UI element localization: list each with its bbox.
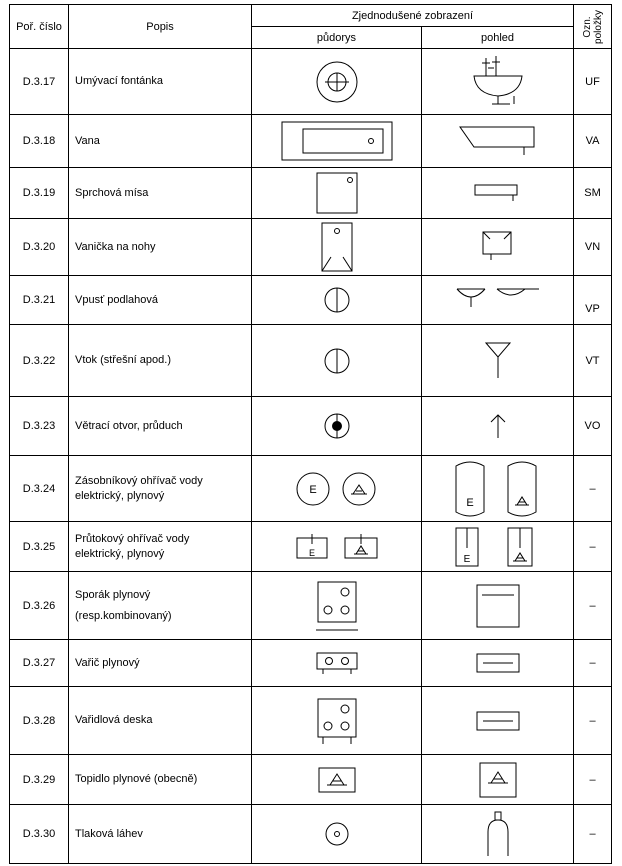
row-description-line: Vařič plynový	[75, 656, 140, 669]
row-description	[69, 522, 252, 572]
gas-stove-plan-icon	[252, 572, 422, 640]
vent-opening-plan-icon	[252, 397, 422, 456]
row-description	[69, 687, 252, 755]
flow-heater-view-icon	[422, 522, 574, 572]
row-description-line: Vpusť podlahová	[75, 293, 159, 306]
table-row	[10, 572, 612, 640]
row-mark: –	[574, 522, 612, 572]
row-code: D.3.22	[10, 325, 69, 397]
gas-stove-view-icon	[422, 572, 574, 640]
row-description	[69, 755, 252, 805]
pressure-bottle-view-icon	[422, 805, 574, 864]
row-description	[69, 325, 252, 397]
gas-cooker-view-icon	[422, 640, 574, 687]
table-row	[10, 640, 612, 687]
electric-label: E	[465, 496, 474, 509]
floor-drain-plan-icon	[252, 276, 422, 325]
row-mark: VN	[574, 219, 612, 276]
shower-tray-view-icon	[422, 168, 574, 219]
row-code: D.3.24	[10, 456, 69, 522]
washing-fountain-plan-icon	[252, 49, 422, 115]
row-description	[69, 805, 252, 864]
row-mark: –	[574, 572, 612, 640]
header-mark-line1: Ozn.	[581, 15, 593, 38]
table-row	[10, 687, 612, 755]
bathtub-plan-icon	[252, 115, 422, 168]
vent-opening-view-icon	[422, 397, 574, 456]
row-code: D.3.20	[10, 219, 69, 276]
symbol-table-sheet	[9, 4, 612, 864]
row-description	[69, 219, 252, 276]
electric-label: E	[463, 553, 470, 565]
row-mark: –	[574, 687, 612, 755]
foot-bath-plan-icon	[252, 219, 422, 276]
gas-heater-view-icon	[422, 755, 574, 805]
table-row	[10, 397, 612, 456]
roof-inlet-view-icon	[422, 325, 574, 397]
table-row	[10, 805, 612, 864]
row-description-line: (resp.kombinovaný)	[75, 609, 172, 622]
pressure-bottle-plan-icon	[252, 805, 422, 864]
row-description	[69, 640, 252, 687]
row-description	[69, 572, 252, 640]
row-code: D.3.25	[10, 522, 69, 572]
row-description	[69, 115, 252, 168]
row-code: D.3.18	[10, 115, 69, 168]
row-mark: VT	[574, 325, 612, 397]
flow-heater-plan-icon	[252, 522, 422, 572]
row-mark: –	[574, 805, 612, 864]
row-code: D.3.26	[10, 572, 69, 640]
row-mark: –	[574, 456, 612, 522]
table-row	[10, 49, 612, 115]
hob-plan-icon	[252, 687, 422, 755]
row-description	[69, 49, 252, 115]
row-description-line: Vana	[75, 134, 100, 147]
header-plan: půdorys	[252, 27, 422, 49]
row-mark: –	[574, 640, 612, 687]
row-description-line: Topidlo plynové (obecně)	[75, 773, 198, 785]
row-description-line: Zásobníkový ohřívač vody	[75, 474, 203, 487]
row-mark: SM	[574, 168, 612, 219]
row-description	[69, 168, 252, 219]
hob-view-icon	[422, 687, 574, 755]
row-code: D.3.23	[10, 397, 69, 456]
foot-bath-view-icon	[422, 219, 574, 276]
row-description-line: Vtok (střešní apod.)	[75, 354, 171, 366]
row-description-line: Vanička na nohy	[75, 240, 156, 253]
row-description	[69, 276, 252, 325]
table-row	[10, 522, 612, 572]
storage-heater-view-icon	[422, 456, 574, 522]
header-description: Popis	[69, 5, 252, 49]
row-description	[69, 456, 252, 522]
row-description-line: Vařidlová deska	[75, 714, 153, 726]
header-view: pohled	[422, 27, 574, 49]
storage-heater-plan-icon	[252, 456, 422, 522]
bathtub-view-icon	[422, 115, 574, 168]
row-mark-text: VP	[585, 303, 600, 315]
electric-label: E	[308, 547, 315, 558]
table-row	[10, 115, 612, 168]
gas-cooker-plan-icon	[252, 640, 422, 687]
table-row	[10, 276, 612, 325]
row-description-line: Větrací otvor, průduch	[75, 419, 183, 432]
row-code: D.3.21	[10, 276, 69, 325]
header-simplified-view: Zjednodušené zobrazení	[252, 5, 574, 27]
row-code: D.3.30	[10, 805, 69, 864]
shower-tray-plan-icon	[252, 168, 422, 219]
row-description-line: Průtokový ohřívač vody	[75, 532, 190, 545]
row-code: D.3.28	[10, 687, 69, 755]
floor-drain-view-icon	[422, 276, 574, 325]
header-mark-line2: položky	[592, 9, 604, 44]
table-row	[10, 755, 612, 805]
table-row	[10, 168, 612, 219]
row-code: D.3.17	[10, 49, 69, 115]
row-mark: –	[574, 755, 612, 805]
row-mark	[574, 276, 612, 325]
row-description	[69, 397, 252, 456]
row-description-line: Sporák plynový	[75, 588, 151, 601]
row-description-line: Umývací fontánka	[75, 75, 164, 87]
header-code: Poř. číslo	[10, 5, 69, 49]
row-description-line: Sprchová mísa	[75, 186, 149, 199]
table-row	[10, 456, 612, 522]
row-code: D.3.27	[10, 640, 69, 687]
header-mark	[574, 5, 612, 49]
symbol-table	[9, 4, 612, 864]
row-code: D.3.29	[10, 755, 69, 805]
gas-heater-plan-icon	[252, 755, 422, 805]
row-code: D.3.19	[10, 168, 69, 219]
row-mark: VA	[574, 115, 612, 168]
row-mark: UF	[574, 49, 612, 115]
row-description-line: elektrický, plynový	[75, 547, 165, 560]
row-description-line: elektrický, plynový	[75, 489, 165, 502]
washing-fountain-view-icon	[422, 49, 574, 115]
roof-inlet-plan-icon	[252, 325, 422, 397]
table-row	[10, 219, 612, 276]
table-row	[10, 325, 612, 397]
electric-label: E	[308, 483, 317, 496]
row-mark: VO	[574, 397, 612, 456]
row-description-line: Tlaková láhev	[75, 827, 143, 840]
